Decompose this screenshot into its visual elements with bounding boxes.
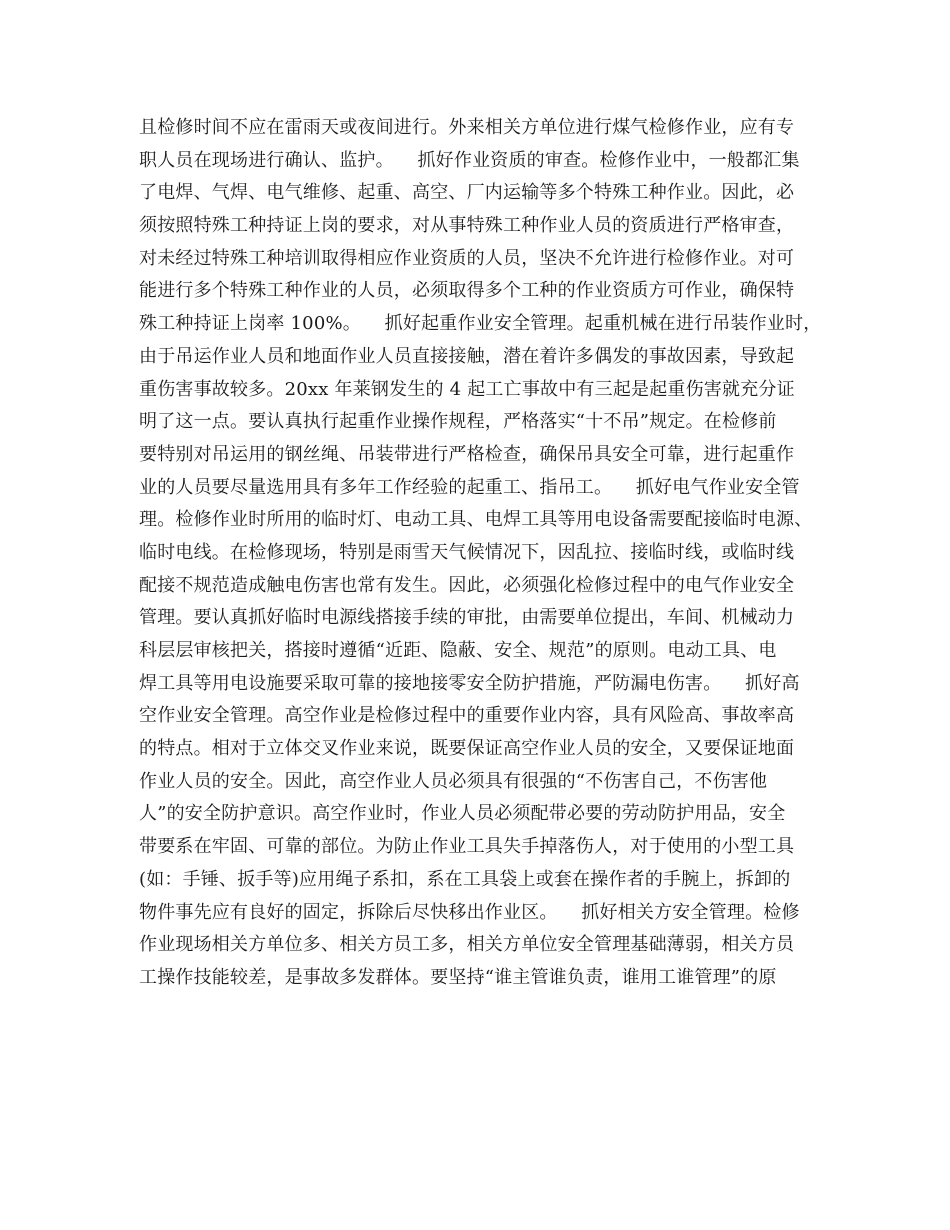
text-line: 物件事先应有良好的固定，拆除后尽快移出作业区。 抓好相关方安全管理。检修 (139, 901, 800, 923)
text-line: 且检修时间不应在雷雨天或夜间进行。外来相关方单位进行煤气检修作业，应有专 (139, 117, 795, 138)
text-line: 殊工种持证上岗率 100%。 抓好起重作业安全管理。起重机械在进行吊装作业时， (139, 313, 822, 335)
text-line: 带要系在牢固、可靠的部位。为防止作业工具失手掉落伤人，对于使用的小型工具 (139, 836, 795, 858)
text-line: 作业现场相关方单位多、相关方员工多，相关方单位安全管理基础薄弱，相关方员 (139, 934, 795, 956)
text-line: 配接不规范造成触电伤害也常有发生。因此，必须强化检修过程中的电气作业安全 (139, 574, 795, 596)
text-line: (如：手锤、扳手等)应用绳子系扣，系在工具袋上或套在操作者的手腕上，拆卸的 (139, 868, 791, 890)
text-line: 由于吊运作业人员和地面作业人员直接接触，潜在着许多偶发的事故因素，导致起 (139, 345, 795, 367)
text-line: 能进行多个特殊工种作业的人员，必须取得多个工种的作业资质方可作业，确保特 (139, 280, 795, 302)
text-line: 管理。要认真抓好临时电源线搭接手续的审批，由需要单位提出，车间、机械动力 (139, 607, 795, 629)
text-line: 工操作技能较差，是事故多发群体。要坚持“谁主管谁负责，谁用工谁管理”的原 (139, 966, 777, 988)
text-line: 了电焊、气焊、电气维修、起重、高空、厂内运输等多个特殊工种作业。因此，必 (139, 182, 795, 204)
body-text (139, 112, 829, 995)
text-line: 须按照特殊工种持证上岗的要求，对从事特殊工种作业人员的资质进行严格审查， (139, 215, 795, 237)
text-line: 作业人员的安全。因此，高空作业人员必须具有很强的“不伤害自己，不伤害他 (139, 770, 768, 792)
text-line: 的特点。相对于立体交叉作业来说，既要保证高空作业人员的安全，又要保证地面 (139, 738, 795, 760)
text-line: 重伤害事故较多。20xx 年莱钢发生的 4 起工亡事故中有三起是起重伤害就充分证 (139, 378, 795, 400)
text-line: 要特别对吊运用的钢丝绳、吊装带进行严格检查，确保吊具安全可靠，进行起重作 (139, 443, 795, 465)
text-line: 职人员在现场进行确认、监护。 抓好作业资质的审查。检修作业中，一般都汇集 (139, 149, 800, 171)
text-line: 空作业安全管理。高空作业是检修过程中的重要作业内容，具有风险高、事故率高 (139, 705, 795, 727)
text-line: 焊工具等用电设施要采取可靠的接地接零安全防护措施，严防漏电伤害。 抓好高 (139, 672, 800, 694)
text-line: 明了这一点。要认真执行起重作业操作规程，严格落实“十不吊”规定。在检修前 (139, 411, 777, 433)
text-line: 人”的安全防护意识。高空作业时，作业人员必须配带必要的劳动防护用品，安全 (139, 803, 786, 825)
text-line: 理。检修作业时所用的临时灯、电动工具、电焊工具等用电设备需要配接临时电源、 (139, 509, 813, 531)
text-line: 对未经过特殊工种培训取得相应作业资质的人员，坚决不允许进行检修作业。对可 (139, 247, 795, 269)
text-line: 科层层审核把关，搭接时遵循“近距、隐蔽、安全、规范”的原则。电动工具、电 (139, 640, 777, 661)
text-line: 业的人员要尽量选用具有多年工作经验的起重工、指吊工。 抓好电气作业安全管 (139, 476, 800, 498)
text-line: 临时电线。在检修现场，特别是雨雪天气候情况下，因乱拉、接临时线，或临时线 (139, 541, 795, 563)
